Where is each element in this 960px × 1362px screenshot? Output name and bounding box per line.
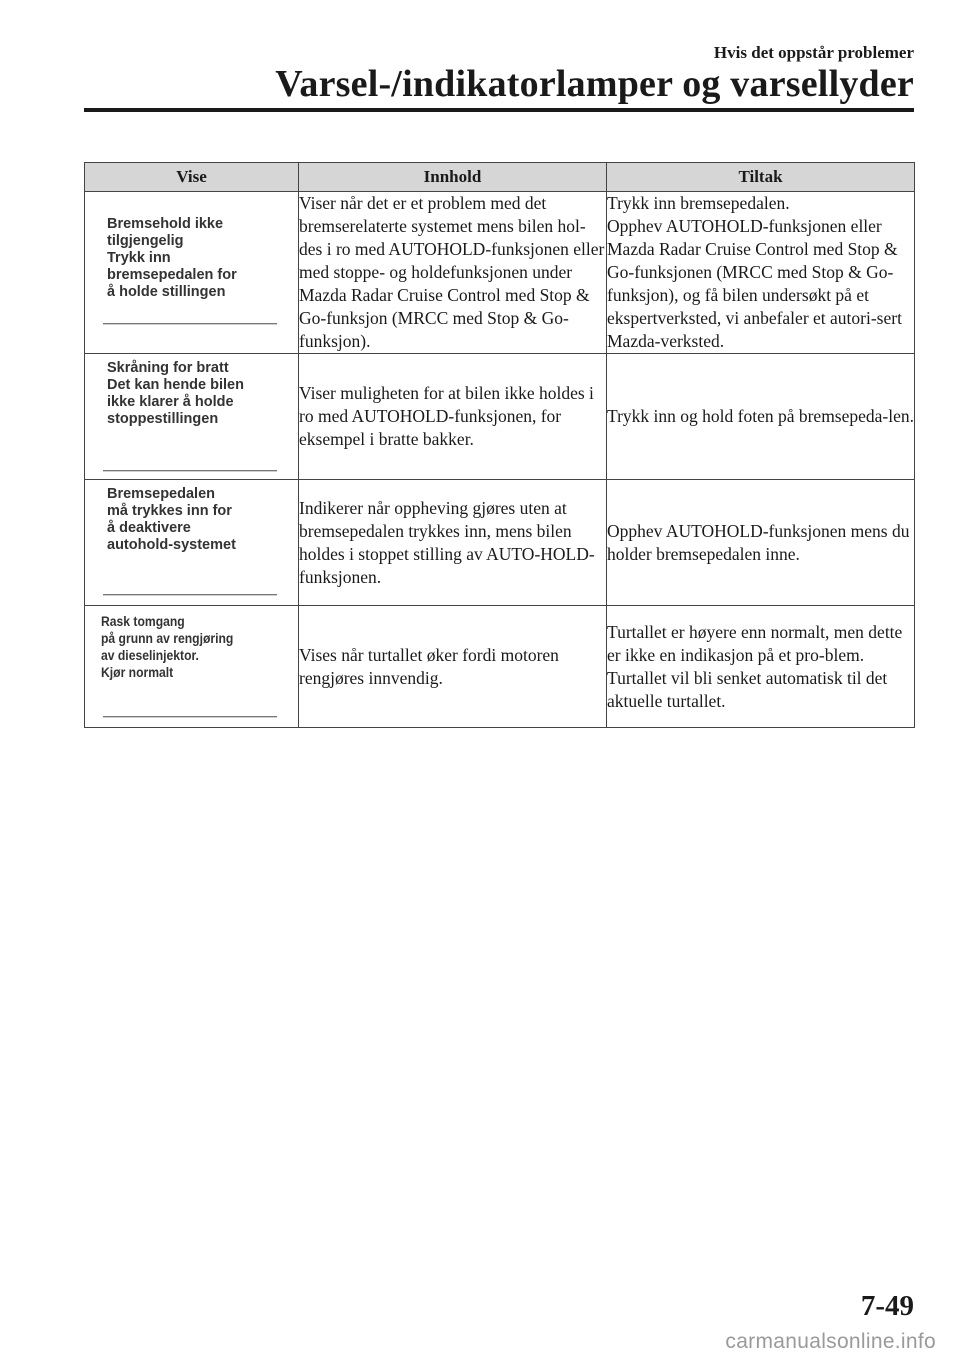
page-number: 7-49 <box>860 1290 914 1322</box>
column-header-display: Vise <box>85 163 299 192</box>
content-cell: Viser når det er et problem med det bremserelaterte systemet mens bilen hol-des i ro med AUTOHOLD-funksjonen eller med stoppe- og holdefunksjonen under Mazda Radar Cruise Control med Stop & Go-funksjon (MRCC med Stop & Go-funksjon). <box>299 192 607 354</box>
content-cell: Vises når turtallet øker fordi motoren rengjøres innvendig. <box>299 606 607 728</box>
display-message: Rask tomgang på grunn av rengjøring av dieselinjektor. Kjør normalt <box>101 614 234 680</box>
column-header-action: Tiltak <box>607 163 915 192</box>
display-message: Bremsepedalen må trykkes inn for å deaktivere autohold-systemet <box>107 486 236 553</box>
table-row <box>85 606 915 728</box>
action-cell: Opphev AUTOHOLD-funksjonen mens du holder bremsepedalen inne. <box>607 480 915 606</box>
table-row <box>85 192 915 354</box>
warning-table <box>84 162 915 728</box>
action-cell: Trykk inn bremsepedalen. Opphev AUTOHOLD-funksjonen eller Mazda Radar Cruise Control med Stop & Go-funksjonen (MRCC med Stop & Go-funksjon), og få bilen undersøkt på et ekspertverksted, vi anbefaler et autori-sert Mazda-verksted. <box>607 192 915 354</box>
action-cell: Trykk inn og hold foten på bremsepeda-len. <box>607 354 915 480</box>
display-underline <box>103 594 277 595</box>
table-header-row <box>85 163 915 192</box>
table-row <box>85 354 915 480</box>
display-message: Bremsehold ikke tilgjengelig Trykk inn bremsepedalen for å holde stillingen <box>107 216 237 300</box>
content-cell: Viser muligheten for at bilen ikke holdes i ro med AUTOHOLD-funksjonen, for eksempel i bratte bakker. <box>299 354 607 480</box>
display-cell <box>85 192 299 354</box>
display-cell <box>85 480 299 606</box>
watermark-text: carmanualsonline.info <box>725 1330 936 1353</box>
display-message: Skråning for bratt Det kan hende bilen ikke klarer å holde stoppestillingen <box>107 360 244 427</box>
action-cell: Turtallet er høyere enn normalt, men dette er ikke en indikasjon på et pro-blem. Turtallet vil bli senket automatisk til det aktuelle turtallet. <box>607 606 915 728</box>
content-cell: Indikerer når oppheving gjøres uten at bremsepedalen trykkes inn, mens bilen holdes i stoppet stilling av AUTO-HOLD-funksjonen. <box>299 480 607 606</box>
display-cell <box>85 354 299 480</box>
section-heading: Hvis det oppstår problemer <box>713 43 914 62</box>
display-underline <box>103 470 277 471</box>
display-underline <box>103 716 277 717</box>
display-underline <box>103 323 277 324</box>
column-header-content: Innhold <box>299 163 607 192</box>
header-rule <box>84 108 914 112</box>
display-cell <box>85 606 299 728</box>
page-title: Varsel-/indikatorlamper og varsellyder <box>275 63 914 105</box>
table-row <box>85 480 915 606</box>
